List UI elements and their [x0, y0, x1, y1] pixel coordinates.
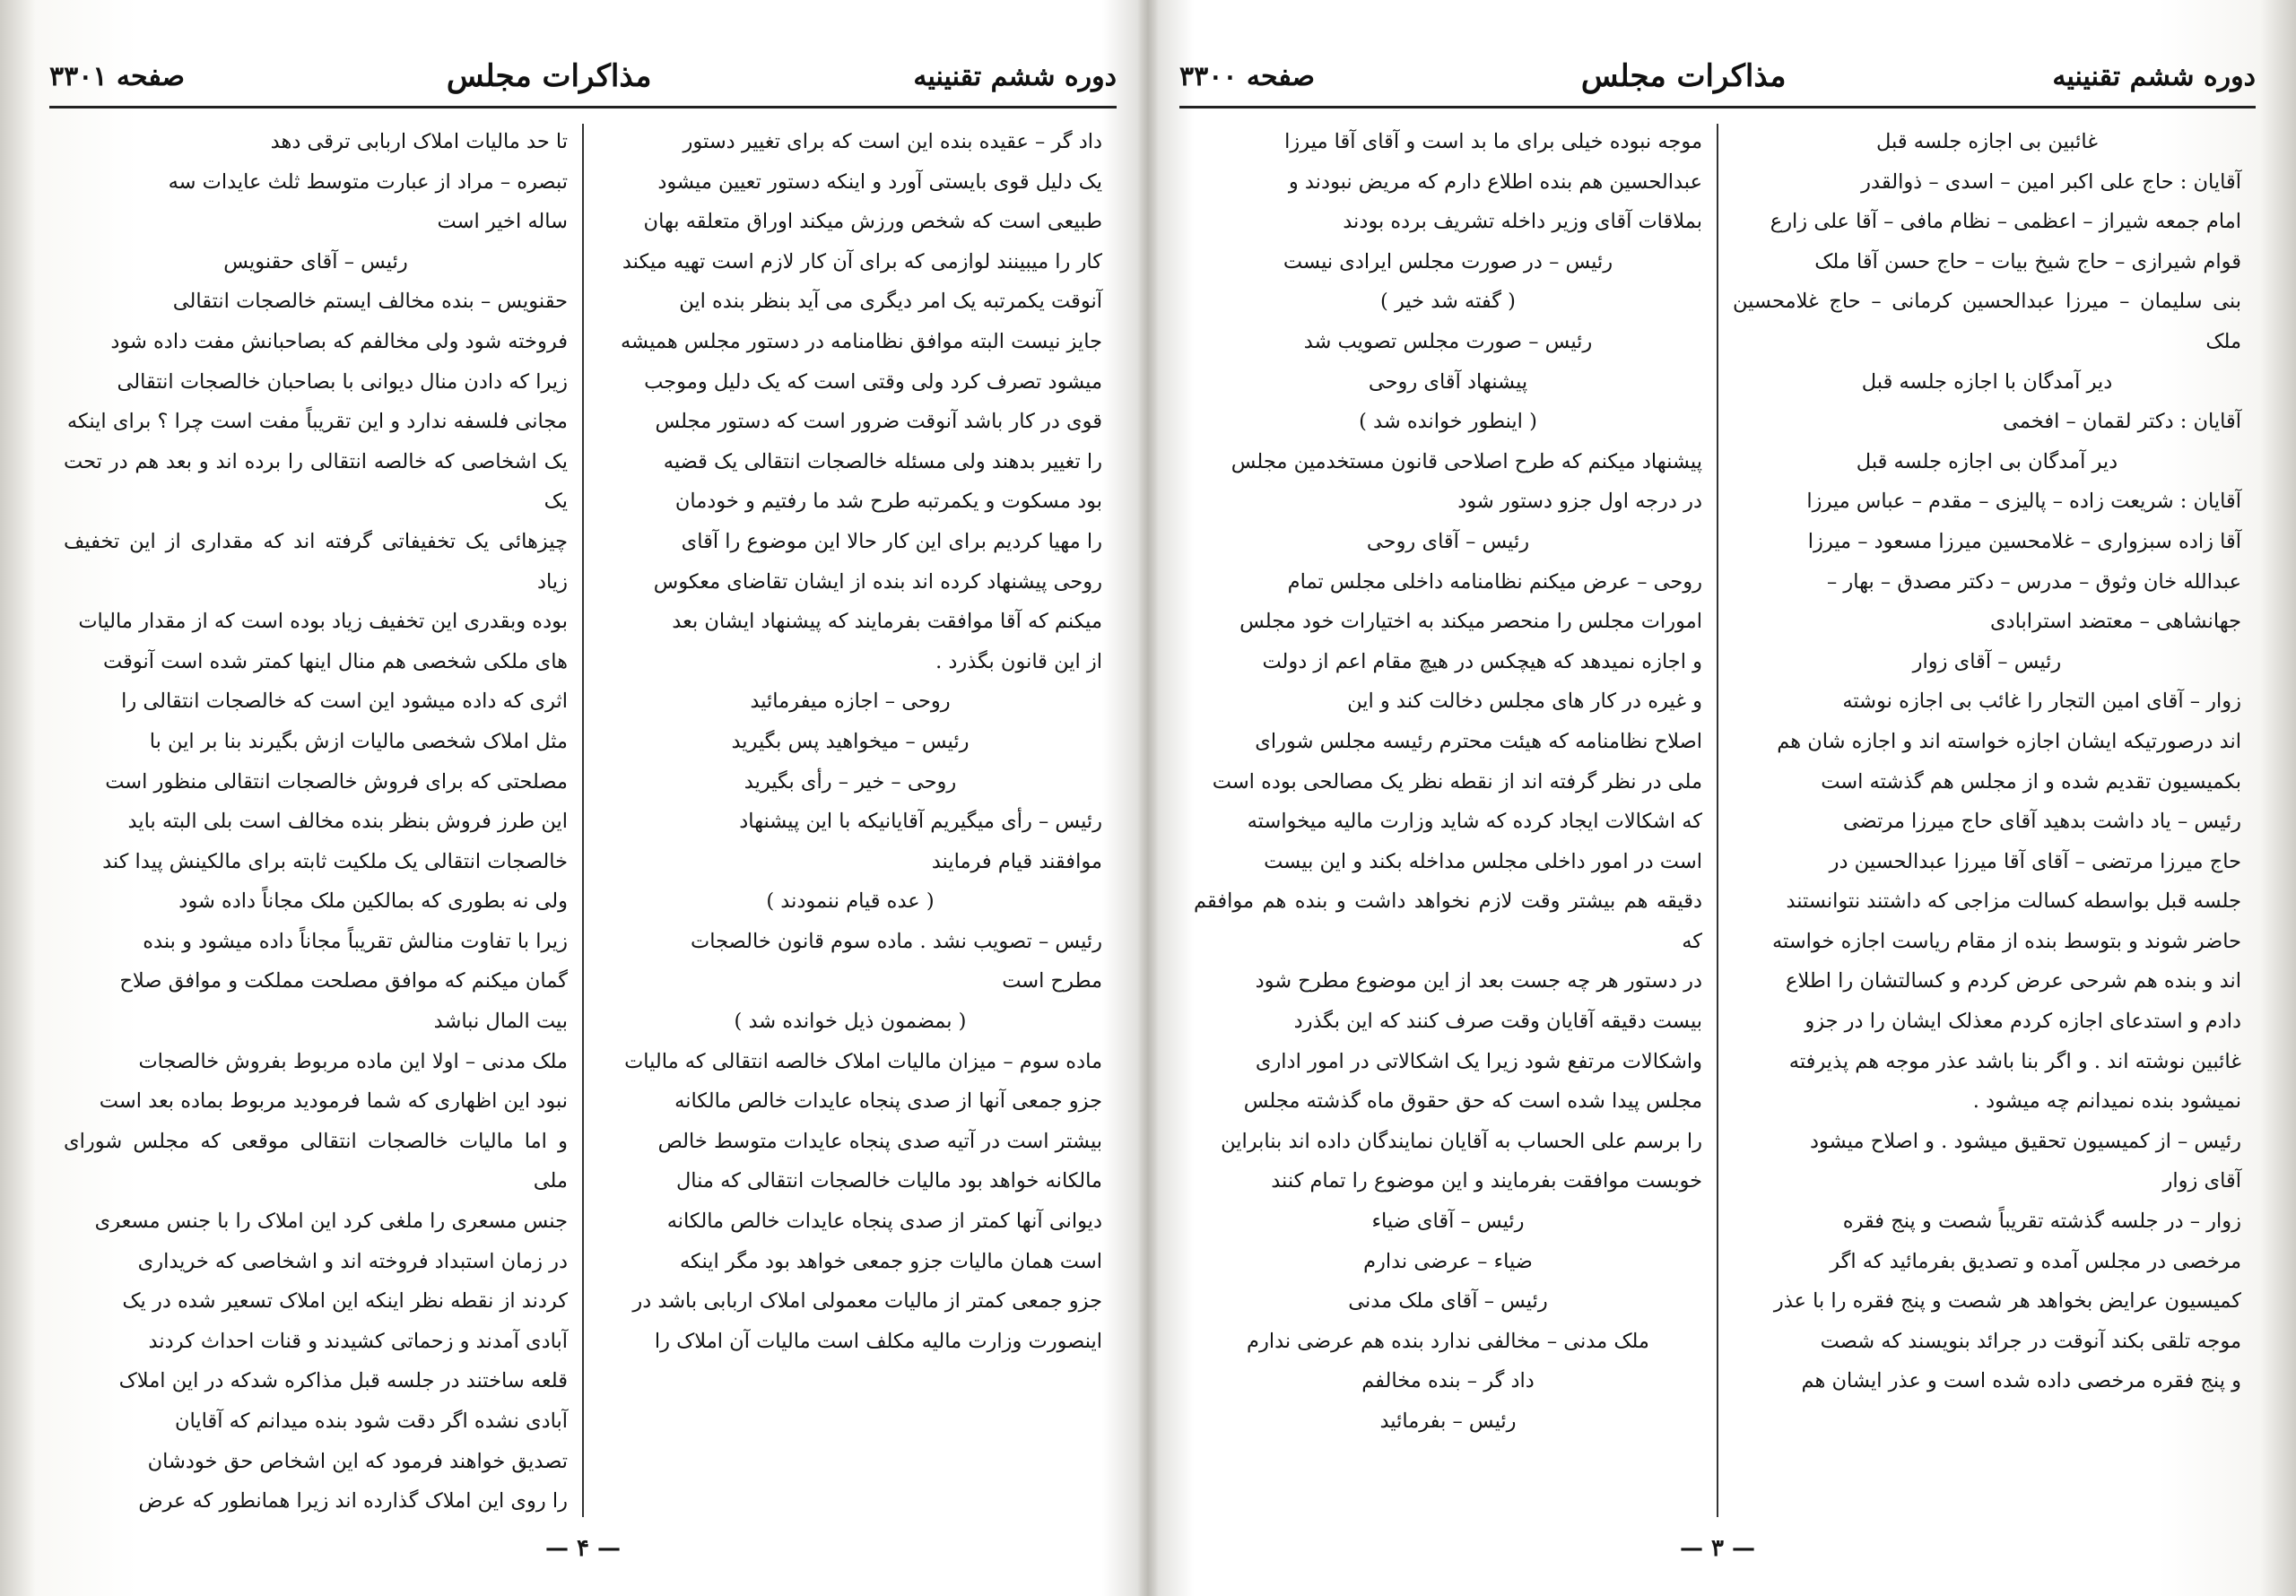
text-line: یک دلیل قوی بایستی آورد و اینکه دستور تعیین میشود	[657, 169, 1102, 194]
text-line: مرخصی در مجلس آمده و تصدیق بفرمائید که اگر	[1830, 1249, 2241, 1273]
text-line: اثری که داده میشود این است که خالصجات انتقالی را	[121, 690, 568, 714]
left-page-footer: — ۴ —	[544, 1535, 622, 1562]
text-line: آبادی آمدند و زحماتی کشیدند و قنات احداث کردند	[148, 1329, 568, 1353]
text-line: مثل املاک شخصی مالیات ازش بگیرند بنا بر این با	[149, 729, 568, 753]
right-page-columns	[1179, 117, 2256, 1524]
text-line: طبیعی است که شخص ورزش میکند اوراق متعلقه بهان	[643, 210, 1102, 234]
text-line: جهانشاهی – معتضد استرابادی	[1990, 610, 2241, 634]
text-line: یک اشخاصی که خالصه انتقالی را برده اند و بعد هم در تحت یک	[64, 449, 568, 514]
text-line: را تغییر بدهند ولی مسئله خالصجات انتقالی یک قضیه	[663, 449, 1102, 473]
text-line: جزو جمعی آنها از صدی پنجاه عایدات خالص مالکانه	[674, 1089, 1102, 1114]
text-line: که اشکالات ایجاد کرده که شاید وزارت مالیه میخواسته	[1247, 810, 1702, 834]
text-line: تا حد مالیات املاک اربابی ترقی دهد	[270, 130, 568, 153]
text-line: داد گر – عقیده بنده این است که برای تغییر دستور	[683, 130, 1102, 153]
text-line: داد گر – بنده مخالفم	[1361, 1369, 1535, 1393]
text-line: مالکانه خواهد بود مالیات خالصجات انتقالی که منال	[675, 1169, 1102, 1193]
text-line: مصلحتی که برای فروش خالصجات انتقالی منظور است	[105, 769, 568, 794]
text-line: روحی – عرض میکنم نظامنامه داخلی مجلس تمام	[1287, 569, 1702, 594]
text-line: را برسم علی الحساب به آقایان نمایندگان داده اند بنابراین	[1221, 1129, 1702, 1153]
text-line: فروخته شود ولی مخالفم که بصاحبانش مفت داده شود	[110, 329, 568, 353]
text-line: ( عده قیام ننمودند )	[766, 889, 935, 914]
text-line: امورات مجلس را منحصر میکند به اختیارات خود مجلس	[1239, 610, 1702, 634]
text-line: موجه نبوده خیلی برای ما بد است و آقای آقا میرزا	[1284, 130, 1702, 153]
left-page-header	[49, 45, 1117, 108]
text-line: و اما مالیات خالصجات انتقالی موقعی که مجلس شورای ملی	[64, 1129, 568, 1193]
text-line: گمان میکنم که موافق مصلحت مملکت و موافق صلاح	[119, 969, 568, 993]
text-line: غائبین نوشته اند . و اگر بنا باشد عذر موجه هم پذیرفته	[1788, 1049, 2241, 1073]
text-line: رئیس – از کمیسیون تحقیق میشود . و اصلاح میشود	[1809, 1129, 2241, 1153]
left-page-title: مذاکرات مجلس	[446, 58, 652, 94]
text-line: بود مسکوت و یکمرتبه طرح شد ما رفتیم و خودمان	[674, 490, 1102, 514]
text-line: اند درصورتیکه ایشان اجازه خواسته اند و اجازه شان هم	[1777, 729, 2241, 753]
text-line: رئیس – یاد داشت بدهید آقای حاج میرزا مرتضی	[1842, 810, 2241, 834]
text-line: و پنج فقره مرخصی داده شده است و عذر ایشان هم	[1801, 1369, 2241, 1393]
text-line: امام جمعه شیراز – اعظمی – نظام مافی – آقا علی زارع	[1770, 210, 2241, 234]
text-line: قوی در کار باشد آنوقت ضرور است که دستور مجلس	[655, 410, 1102, 434]
text-line: مجانی فلسفه ندارد و این تقریباً مفت است چرا ؟ برای اینکه	[66, 410, 568, 434]
text-line: اند و بنده هم شرحی عرض کردم و کسالتشان را اطلاع	[1786, 969, 2241, 993]
text-line: میکنم که آقا موافقت بفرمایند که پیشنهاد ایشان بعد	[672, 610, 1102, 634]
text-line: را مهیا کردیم برای این کار حالا این موضوع را آقای	[681, 529, 1102, 553]
text-line: بنی سلیمان – میرزا عبدالحسین کرمانی – حاج غلامحسین ملک	[1733, 290, 2241, 353]
text-line: خوبست موافقت بفرمایند و این موضوع را تمام کنند	[1271, 1169, 1702, 1193]
text-line: تصدیق خواهند فرمود که این اشخاص حق خودشان	[147, 1449, 568, 1473]
text-line: دقیقه هم بیشتر وقت لازم نخواهد داشت و بنده هم موافقم که	[1194, 889, 1702, 953]
text-line: و اجازه نمیدهد که هیچکس در هیچ مقام اعم از دولت	[1262, 649, 1702, 673]
right-page-number: صفحه ۳۳۰۰	[1179, 60, 1315, 92]
text-line: چیزهائی یک تخفیفاتی گرفته اند که مقداری از این تخفیف زیاد	[64, 529, 568, 594]
text-line: جایز نیست البته موافق نظامنامه در دستور مجلس همیشه	[620, 329, 1102, 353]
text-line: مجلس پیدا شده است که حق حقوق ماه گذشته مجلس	[1243, 1089, 1702, 1114]
right-header-rule	[1179, 106, 2256, 108]
text-line: از این قانون بگذرد .	[935, 649, 1102, 673]
text-line: خالصجات انتقالی یک ملکیت ثابته برای مالکینش پیدا کند	[102, 849, 568, 873]
text-line: زوار – در جلسه گذشته تقریباً شصت و پنج فقره	[1842, 1210, 2241, 1234]
text-line: آقایان : دکتر لقمان – افخمی	[2003, 410, 2241, 434]
text-line: روحی پیشنهاد کرده اند بنده از ایشان تقاضای معکوس	[653, 569, 1102, 594]
text-line: آقای زوار	[2162, 1169, 2241, 1193]
text-line: ( بمضمون ذیل خوانده شد )	[734, 1010, 967, 1034]
text-line: نمیشود بنده نمیدانم چه میشود .	[1972, 1089, 2241, 1114]
right-page-column-right	[1718, 117, 2256, 1524]
text-line: نبود این اظهاری که شما فرمودید مربوط بماده بعد است	[99, 1089, 568, 1114]
text-line: قوام شیرازی – حاج شیخ بیات – حاج حسن آقا ملک	[1814, 249, 2241, 273]
text-line: بملاقات آقای وزیر داخله تشریف برده بودند	[1343, 210, 1702, 234]
text-line: میشود تصرف کرد ولی وقتی است که یک دلیل وموجب	[644, 369, 1102, 394]
text-line: پیشنهاد میکنم که طرح اصلاحی قانون مستخدمین مجلس	[1231, 449, 1702, 473]
left-page-column-right	[584, 117, 1117, 1524]
text-line: زیرا با تفاوت منالش تقریباً مجاناً داده میشود و بنده	[143, 929, 568, 953]
text-line: رئیس – آقای ملک مدنی	[1348, 1289, 1548, 1314]
text-line: واشکالات مرتفع شود زیرا یک اشکالاتی در امور اداری	[1255, 1049, 1702, 1073]
text-line: کار را میبینند لوازمی که برای آن کار لازم است تهیه میکند	[622, 249, 1102, 273]
text-line: آقا زاده سبزواری – غلامحسین میرزا مسعود – میرزا	[1807, 529, 2241, 553]
text-line: قلعه ساختند در جلسه قبل مذاکره شدکه در این املاک	[118, 1369, 568, 1393]
text-line: عبدالحسین هم بنده اطلاع دارم که مریض نبودند و	[1288, 169, 1702, 194]
text-line: رئیس – صورت مجلس تصویب شد	[1303, 329, 1593, 353]
text-line: کردند از نقطه نظر اینکه این املاک تسعیر شده در یک	[122, 1289, 568, 1314]
text-line: رئیس – تصویب نشد . ماده سوم قانون خالصجات	[691, 929, 1102, 953]
right-page-header	[1179, 45, 2256, 108]
right-page-column-left	[1179, 117, 1717, 1524]
text-line: آقایان : حاج علی اکبر امین – اسدی – ذوالقدر	[1861, 169, 2241, 194]
right-page-footer: — ۳ —	[1679, 1535, 1756, 1562]
left-page-number: صفحه ۳۳۰۱	[49, 60, 185, 92]
text-line: رئیس – میخواهید پس بگیرید	[731, 729, 970, 753]
right-page-title: مذاکرات مجلس	[1580, 58, 1787, 94]
text-line: این طرز فروش بنظر بنده مخالف است بلی البته باید	[127, 810, 568, 834]
text-line: غائبین بی اجازه جلسه قبل	[1876, 130, 2098, 153]
text-line: اینصورت وزارت مالیه مکلف است مالیات آن املاک را	[654, 1329, 1102, 1353]
text-line: دیر آمدگان با اجازه جلسه قبل	[1861, 369, 2113, 394]
text-line: ضیاء – عرضی ندارم	[1363, 1249, 1533, 1273]
text-line: ( گفته شد خیر )	[1380, 290, 1516, 314]
text-line: رئیس – آقای ضیاء	[1371, 1210, 1525, 1234]
text-line: آبادی نشده اگر دقت شود بنده میدانم که آقایان	[175, 1410, 568, 1433]
left-page-columns	[49, 117, 1117, 1524]
left-edge-shadow	[0, 0, 36, 1596]
text-line: و غیره در کار های مجلس دخالت کند و این	[1347, 690, 1702, 714]
text-line: دیر آمدگان بی اجازه جلسه قبل	[1856, 449, 2118, 473]
text-line: ملی در نظر گرفته اند از نقطه نظر یک مصالحی بوده است	[1212, 769, 1702, 794]
text-line: رئیس – آقای زوار	[1912, 649, 2062, 673]
text-line: رئیس – آقای حقنویس	[223, 249, 408, 273]
text-line: جزو جمعی کمتر از مالیات معمولی املاک اربابی باشد در	[632, 1289, 1102, 1314]
text-line: های ملکی شخصی هم منال اینها کمتر شده است آنوقت	[103, 649, 568, 673]
text-line: کمیسیون عرایض بخواهد هر شصت و پنج فقره را با عذر	[1773, 1289, 2241, 1314]
text-line: بیشتر است در آتیه صدی پنجاه عایدات متوسط خالص	[657, 1129, 1102, 1153]
text-line: روحی – اجازه میفرمائید	[750, 690, 951, 714]
text-line: را روی این املاک گذارده اند زیرا همانطور که عرض	[138, 1489, 568, 1514]
text-line: موجه تلقی بکند آنوقت در جرائد بنویسند که شصت	[1820, 1329, 2241, 1353]
text-line: جنس مسعری را ملغی کرد این املاک را با جنس مسعری	[94, 1210, 568, 1234]
text-line: است در امور داخلی مجلس مداخله بکند و این بیست	[1264, 849, 1702, 873]
text-line: بوده وبقدری این تخفیف زیاد بوده است که از مقدار مالیات	[78, 610, 568, 634]
text-line: آنوقت یکمرتبه یک امر دیگری می آید بنظر بنده این	[679, 290, 1102, 314]
right-page-session: دوره ششم تقنینیه	[2052, 60, 2256, 92]
text-line: حاج میرزا مرتضی – آقای آقا میرزا عبدالحسین در	[1829, 849, 2241, 873]
text-line: در زمان استبداد فروخته اند و اشخاصی که خریداری	[137, 1249, 568, 1273]
text-line: رئیس – آقای روحی	[1366, 529, 1530, 553]
text-line: پیشنهاد آقای روحی	[1368, 369, 1528, 394]
right-page	[1179, 27, 2256, 1578]
text-line: در دستور هر چه جست بعد از این موضوع مطرح شود	[1255, 969, 1702, 993]
text-line: بیت المال نباشد	[433, 1010, 568, 1034]
text-line: آقایان : شریعت زاده – پالیزی – مقدم – عباس میرزا	[1806, 490, 2241, 514]
text-line: زوار – آقای امین التجار را غائب بی اجازه نوشته	[1842, 690, 2241, 714]
text-line: ( اینطور خوانده شد )	[1359, 410, 1537, 434]
text-line: بیست دقیقه آقایان وقت صرف کنند که این بگذرد	[1293, 1010, 1702, 1034]
text-line: جلسه قبل بواسطه کسالت مزاجی که داشتند نتوانستند	[1786, 889, 2241, 914]
text-line: مطرح است	[1002, 969, 1102, 993]
text-line: ملک مدنی – مخالفی ندارد بنده هم عرضی ندارم	[1247, 1329, 1649, 1353]
text-line: رئیس – بفرمائید	[1379, 1410, 1517, 1433]
text-line: ملک مدنی – اولا این ماده مربوط بفروش خالصجات	[138, 1049, 568, 1073]
text-line: موافقند قیام فرمایند	[931, 849, 1102, 873]
text-line: ولی نه بطوری که بمالکین ملک مجاناً داده شود	[178, 889, 568, 914]
text-line: در درجه اول جزو دستور شود	[1457, 490, 1702, 514]
text-line: است همان مالیات جزو جمعی خواهد بود مگر اینکه	[679, 1249, 1102, 1273]
text-line: زیرا که دادن منال دیوانی با بصاحبان خالصجات انتقالی	[117, 369, 568, 394]
text-line: دیوانی آنها کمتر از صدی پنجاه عایدات خالص مالکانه	[666, 1210, 1102, 1234]
text-line: بکمیسیون تقدیم شده و از مجلس هم گذشته است	[1821, 769, 2241, 794]
text-line: روحی – خیر – رأی بگیرید	[744, 769, 957, 794]
text-line: رئیس – در صورت مجلس ایرادی نیست	[1283, 249, 1613, 273]
text-line: ساله اخیر است	[437, 210, 568, 234]
text-line: حاضر شوند و بتوسط بنده از مقام ریاست اجازه خواسته	[1771, 929, 2241, 953]
text-line: عبدالله خان وثوق – مدرس – دکتر مصدق – بهار –	[1827, 569, 2241, 594]
text-line: ماده سوم – میزان مالیات املاک خالصه انتقالی که مالیات	[624, 1049, 1102, 1073]
text-line: اصلاح نظامنامه که هیئت محترم رئیسه مجلس شورای	[1255, 729, 1702, 753]
left-page-session: دوره ششم تقنینیه	[913, 60, 1117, 92]
text-line: حقنویس – بنده مخالف ایستم خالصجات انتقالی	[172, 290, 568, 314]
book-gutter	[1137, 0, 1159, 1596]
right-edge-shadow	[2260, 0, 2296, 1596]
left-header-rule	[49, 106, 1117, 108]
text-line: دادم و استدعای اجازه کردم معذلک ایشان را در جزو	[1805, 1010, 2241, 1034]
left-page-column-left	[49, 117, 582, 1524]
text-line: تبصره – مراد از عبارت متوسط ثلث عایدات سه	[168, 169, 568, 194]
text-line: رئیس – رأی میگیریم آقایانیکه با این پیشنهاد	[739, 810, 1102, 834]
left-page	[49, 27, 1117, 1578]
